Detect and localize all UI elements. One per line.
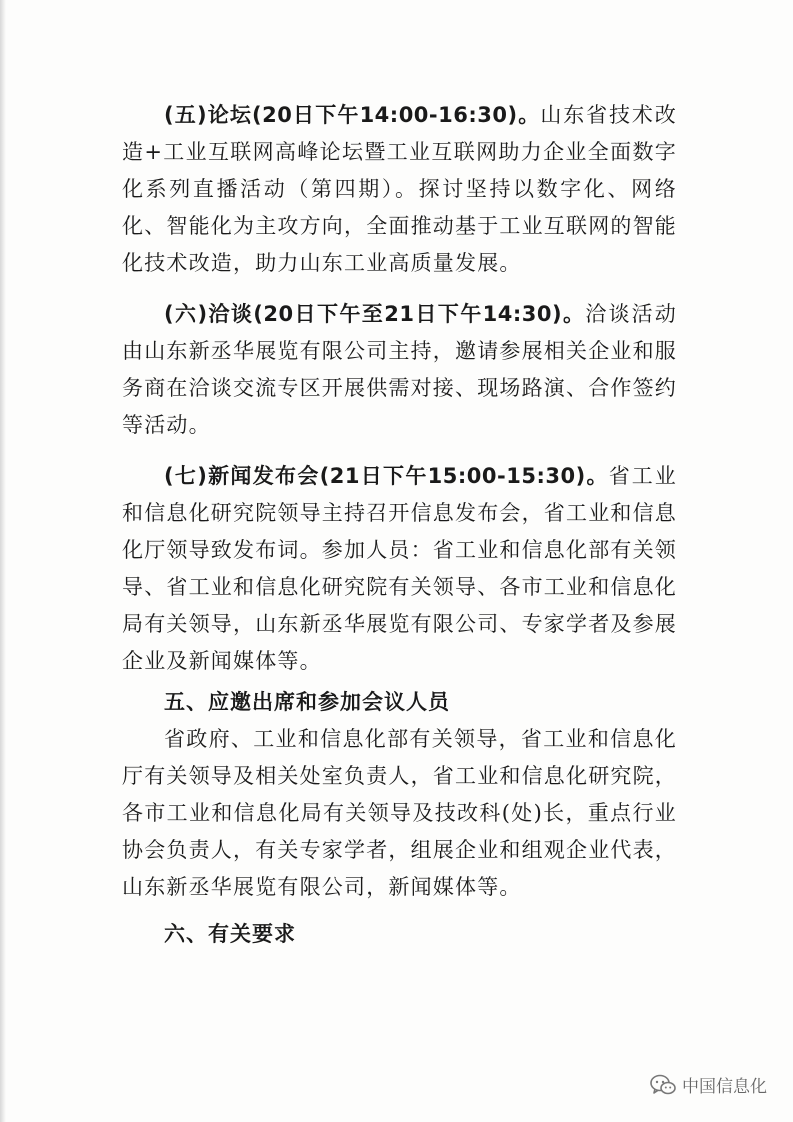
paragraph-forum-lead: (五)论坛(20日下午14:00-16:30)。	[164, 103, 541, 127]
paragraph-negotiation-lead: (六)洽谈(20日下午至21日下午14:30)。	[164, 302, 586, 326]
paragraph-negotiation-text: 洽谈活动由山东新丞华展览有限公司主持，邀请参展相关企业和服务商在洽谈交流专区开展供需对接、现场路演、合作签约等活动。	[122, 302, 677, 437]
section-5-paragraph: 省政府、工业和信息化部有关领导，省工业和信息化厅有关领导及相关处室负责人，省工业和信息化研究院，各市工业和信息化局有关领导及技改科(处)长，重点行业协会负责人，有关专家学者，组展企业和组观企业代表，山东新丞华展览有限公司，新闻媒体等。	[122, 727, 677, 899]
wechat-icon	[650, 1074, 676, 1096]
paragraph-forum-text: 山东省技术改造+工业互联网高峰论坛暨工业互联网助力企业全面数字化系列直播活动（第四期）。探讨坚持以数字化、网络化、智能化为主攻方向，全面推动基于工业互联网的智能化技术改造，助力山东工业高质量发展。	[122, 103, 677, 275]
paragraph-forum	[122, 97, 677, 282]
watermark	[650, 1072, 767, 1097]
paragraph-negotiation	[122, 296, 677, 444]
paragraph-press-lead: (七)新闻发布会(21日下午15:00-15:30)。	[164, 464, 609, 488]
document-body	[122, 97, 677, 953]
section-5-heading: 五、应邀出席和参加会议人员	[164, 690, 450, 714]
paragraph-press-conference	[122, 458, 677, 680]
section-6-heading: 六、有关要求	[164, 922, 296, 946]
scan-edge-shadow	[0, 0, 6, 1122]
watermark-text: 中国信息化	[682, 1077, 767, 1097]
paragraph-press-text: 省工业和信息化研究院领导主持召开信息发布会，省工业和信息化厅领导致发布词。参加人员：省工业和信息化部有关领导、省工业和信息化研究院有关领导、各市工业和信息化局有关领导，山东新丞华展览有限公司、专家学者及参展企业及新闻媒体等。	[122, 464, 677, 673]
